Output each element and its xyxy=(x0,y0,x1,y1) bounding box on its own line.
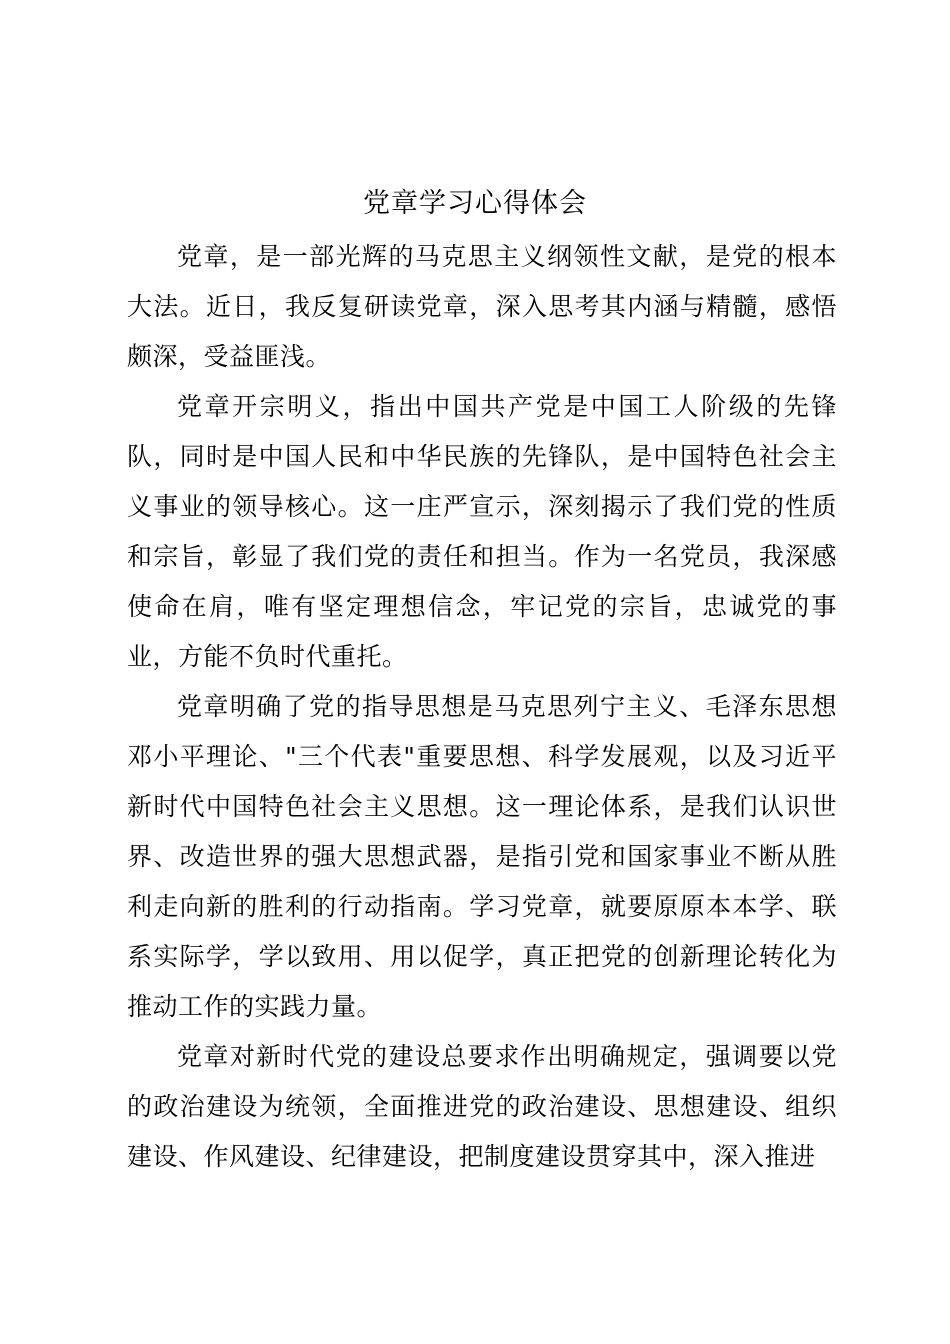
paragraph-3: 党章明确了党的指导思想是马克思列宁主义、毛泽东思想邓小平理论、"三个代表"重要思想、科学发展观，以及习近平新时代中国特色社会主义思想。这一理论体系，是我们认识世界、改造世界的强大思想武器，是指引党和国家事业不断从胜利走向新的胜利的行动指南。学习党章，就要原原本本学、联系实际学，学以致用、用以促学，真正把党的创新理论转化为推动工作的实践力量。 xyxy=(127,692,837,1021)
paragraph-4: 党章对新时代党的建设总要求作出明确规定，强调要以党的政治建设为统领，全面推进党的政治建设、思想建设、组织建设、作风建设、纪律建设，把制度建设贯穿其中，深入推进 xyxy=(127,1042,837,1171)
paragraph-2: 党章开宗明义，指出中国共产党是中国工人阶级的先锋队，同时是中国人民和中华民族的先锋队，是中国特色社会主义事业的领导核心。这一庄严宣示，深刻揭示了我们党的性质和宗旨，彰显了我们党的责任和担当。作为一名党员，我深感使命在肩，唯有坚定理想信念，牢记党的宗旨，忠诚党的事业，方能不负时代重托。 xyxy=(127,392,837,671)
document-title: 党章学习心得体会 xyxy=(363,188,587,219)
paragraph-1: 党章，是一部光辉的马克思主义纲领性文献，是党的根本大法。近日，我反复研读党章，深入思考其内涵与精髓，感悟颇深，受益匪浅。 xyxy=(127,242,837,371)
document-body xyxy=(127,232,837,1182)
